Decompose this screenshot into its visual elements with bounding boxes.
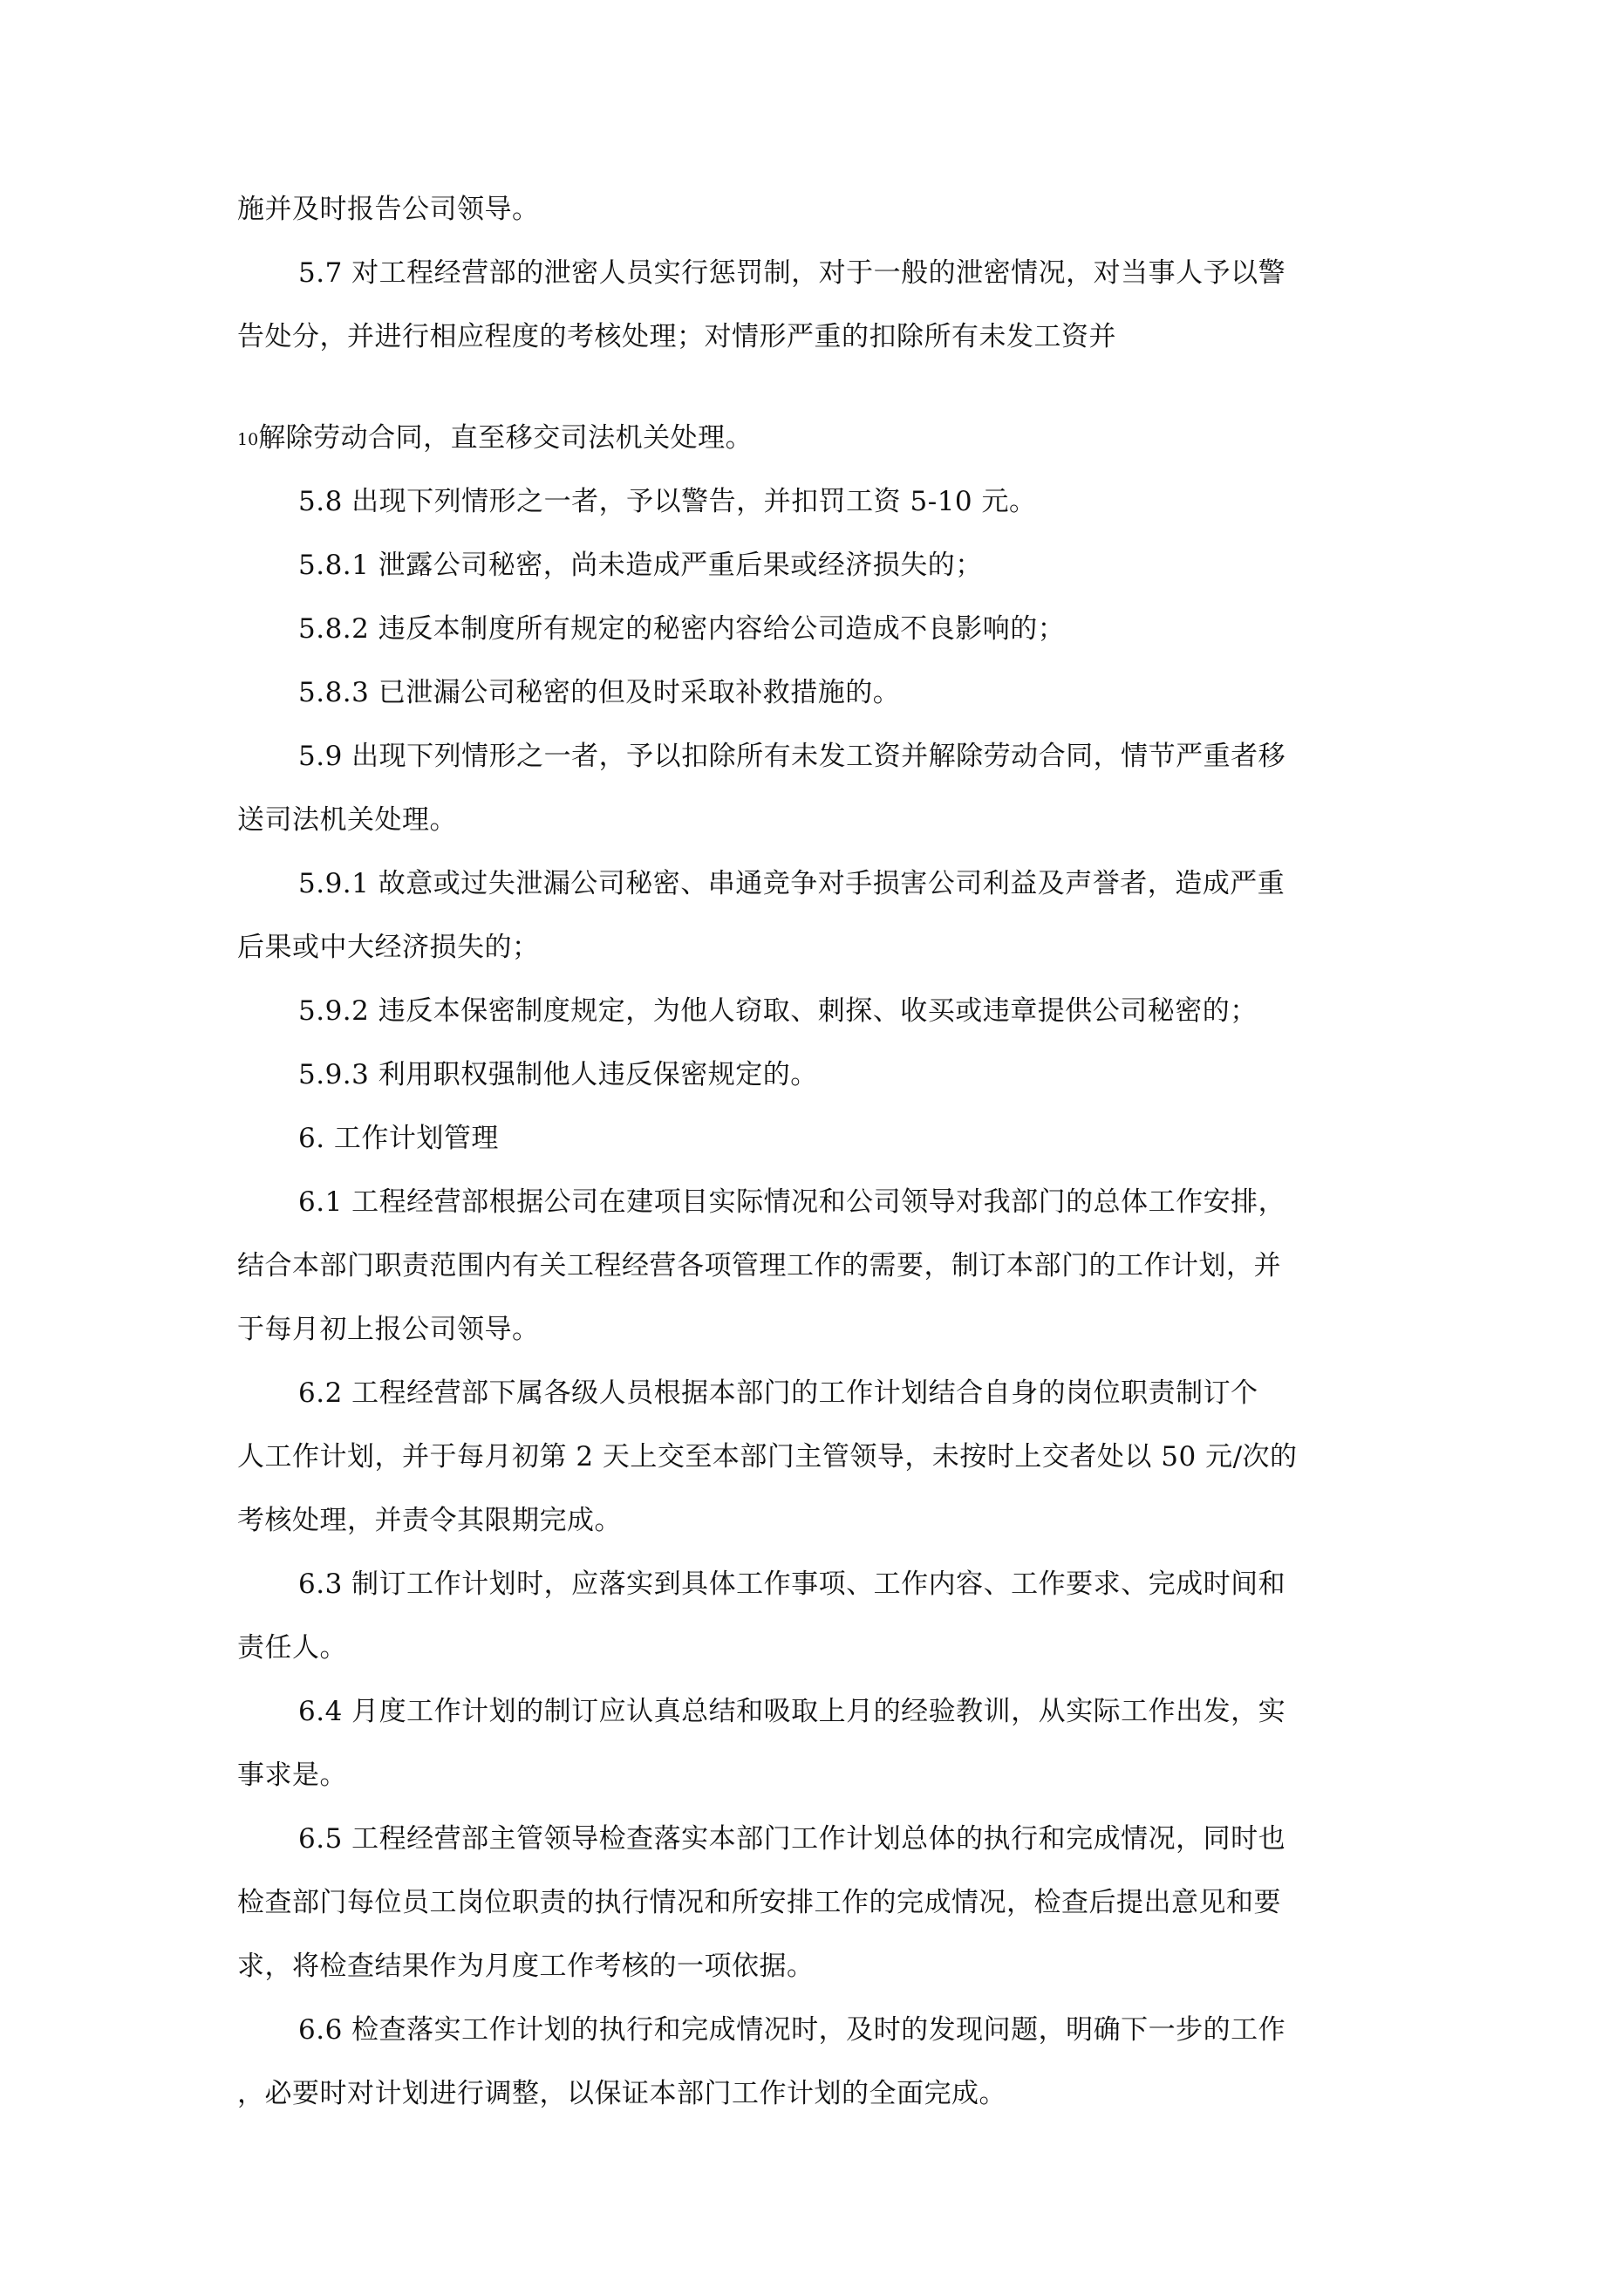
- text-line: 告处分，并进行相应程度的考核处理；对情形严重的扣除所有未发工资并: [237, 321, 1116, 352]
- text-line: 结合本部门职责范围内有关工程经营各项管理工作的需要，制订本部门的工作计划，并: [237, 1250, 1281, 1281]
- text-line: 施并及时报告公司领导。: [237, 194, 540, 225]
- text-line: 5.8.2 违反本制度所有规定的秘密内容给公司造成不良影响的；: [298, 613, 1066, 645]
- text-line: 5.9.3 利用职权强制他人违反保密规定的。: [298, 1059, 818, 1090]
- text-line: 6.1 工程经营部根据公司在建项目实际情况和公司领导对我部门的总体工作安排，: [298, 1186, 1286, 1218]
- text-line: 后果或中大经济损失的；: [237, 932, 540, 963]
- text-line: 人工作计划，并于每月初第 2 天上交至本部门主管领导，未按时上交者处以 50 元/次的: [237, 1441, 1298, 1473]
- text-line: 检查部门每位员工岗位职责的执行情况和所安排工作的完成情况，检查后提出意见和要: [237, 1887, 1281, 1918]
- text-line: 送司法机关处理。: [237, 804, 457, 836]
- text-line: 5.9.2 违反本保密制度规定，为他人窃取、刺探、收买或违章提供公司秘密的；: [298, 995, 1258, 1027]
- line-text: 解除劳动合同，直至移交司法机关处理。: [258, 422, 754, 454]
- text-line: ，必要时对计划进行调整，以保证本部门工作计划的全面完成。: [237, 2078, 1006, 2109]
- text-line: 责任人。: [237, 1632, 347, 1664]
- text-line: 事求是。: [237, 1760, 347, 1791]
- text-line: 考核处理，并责令其限期完成。: [237, 1505, 622, 1536]
- text-line: 6.4 月度工作计划的制订应认真总结和吸取上月的经验教训，从实际工作出发，实: [298, 1696, 1286, 1727]
- page-number: 10: [237, 430, 259, 449]
- text-line: 6.6 检查落实工作计划的执行和完成情况时，及时的发现问题，明确下一步的工作: [298, 2014, 1286, 2046]
- text-line: 求，将检查结果作为月度工作考核的一项依据。: [237, 1951, 815, 1982]
- text-line: 5.8.3 已泄漏公司秘密的但及时采取补救措施的。: [298, 677, 901, 708]
- text-line: 于每月初上报公司领导。: [237, 1314, 540, 1345]
- text-line: 5.9.1 故意或过失泄漏公司秘密、串通竞争对手损害公司利益及声誉者，造成严重: [298, 868, 1285, 899]
- text-line: 6.5 工程经营部主管领导检查落实本部门工作计划总体的执行和完成情况，同时也: [298, 1823, 1286, 1855]
- text-line: 6.3 制订工作计划时，应落实到具体工作事项、工作内容、工作要求、完成时间和: [298, 1568, 1286, 1600]
- text-line: [237, 420, 1397, 457]
- text-line: 6.2 工程经营部下属各级人员根据本部门的工作计划结合自身的岗位职责制订个: [298, 1377, 1258, 1409]
- text-line: 5.9 出现下列情形之一者，予以扣除所有未发工资并解除劳动合同，情节严重者移: [298, 741, 1286, 772]
- text-line: 5.8 出现下列情形之一者，予以警告，并扣罚工资 5-10 元。: [298, 486, 1037, 517]
- text-line: 5.8.1 泄露公司秘密，尚未造成严重后果或经济损失的；: [298, 550, 983, 581]
- text-line: 5.7 对工程经营部的泄密人员实行惩罚制，对于一般的泄密情况，对当事人予以警: [298, 257, 1286, 289]
- section-heading: 6. 工作计划管理: [298, 1123, 499, 1154]
